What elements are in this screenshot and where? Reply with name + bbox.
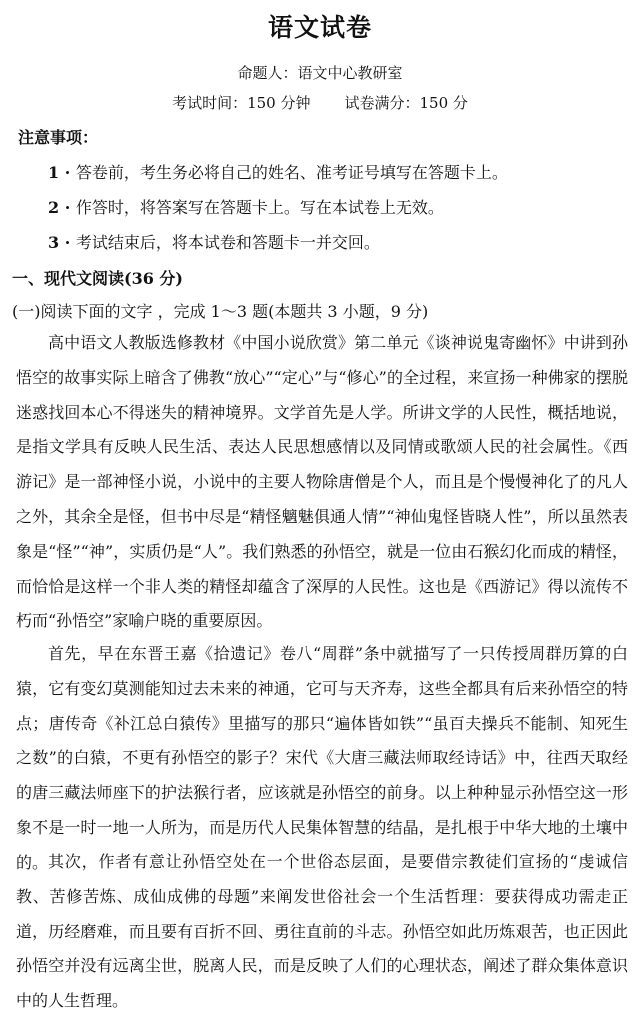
notice-item-number: 1 ·: [48, 163, 76, 182]
author-line: 命题人：语文中心教研室: [237, 64, 403, 82]
section-heading: 一、现代文阅读(36 分): [12, 269, 183, 288]
notice-item: [48, 160, 508, 183]
notice-item-text: 答卷前，考生务必将自己的姓名、准考证号填写在答题卡上。: [75, 163, 508, 182]
exam-info-line: [0, 92, 640, 113]
notice-item-text: 作答时，将答案写在答题卡上。写在本试卷上无效。: [75, 198, 444, 217]
passage-paragraph: 其次，作者有意让孙悟空处在一个世俗态层面，是要借宗教徒们宣扬的“虔诚信教、苦修苦炼、成仙成佛的母题”来阐发世俗社会一个生活哲理：要获得成功需走正道，历经磨难，而且要有百折不回、勇往直前的斗志。孙悟空如此历炼艰苦，也正因此孙悟空并没有远离尘世，脱离人民，而是反映了人们的心理状态，阐述了群众集体意识中的人生哲理。: [16, 852, 628, 1011]
passage-paragraph: 首先，早在东晋王嘉《拾遗记》卷八“周群”条中就描写了一只传授周群历算的白猿，它有变幻莫测能知过去未来的神通，它可与天齐寿，这些全都具有后来孙悟空的特点；唐传奇《补江总白猿传》里描写的那只“遍体皆如铁”“虽百夫操兵不能制、知死生之数”的白猿，不更有孙悟空的影子？宋代《大唐三藏法师取经诗话》中，往西天取经的唐三藏法师座下的护法猴行者，应该就是孙悟空的前身。以上种种显示孙悟空这一形象不是一时一地一人所为，而是历代人民集体智慧的结晶，是扎根于中华大地的土壤中的。: [16, 644, 628, 872]
notice-item: [48, 230, 380, 253]
notice-item: [48, 195, 444, 218]
question-instruction: (一)阅读下面的文字 ，完成 1～3 题(本题共 3 小题，9 分): [12, 302, 429, 321]
notice-item-text: 考试结束后，将本试卷和答题卡一并交回。: [75, 233, 380, 252]
notice-heading: 注意事项：: [18, 128, 99, 147]
exam-score: 试卷满分：150 分: [344, 94, 468, 112]
exam-time: 考试时间：150 分钟: [172, 94, 311, 112]
notice-item-number: 3 ·: [48, 233, 76, 252]
passage-paragraph: 高中语文人教版选修教材《中国小说欣赏》第二单元《谈神说鬼寄幽怀》中讲到孙悟空的故事实际上暗含了佛教“放心”“定心”与“修心”的全过程，来宣扬一种佛家的摆脱迷惑找回本心不得迷失的精神境界。文学首先是人学。所讲文学的人民性，概括地说，是指文学具有反映人民生活、表达人民思想感情以及同情或歌颂人民的社会属性。《西游记》是一部神怪小说，小说中的主要人物除唐僧是个人，而且是个慢慢神化了的凡人之外，其余全是怪，但书中尽是“精怪魑魅俱通人情”“神仙鬼怪皆晓人性”，所以虽然表象是“怪”“神”，实质仍是“人”。我们熟悉的孙悟空，就是一位由石猴幻化而成的精怪，而恰恰是这样一个非人类的精怪却蕴含了深厚的人民性。这也是《西游记》得以流传不朽而“孙悟空”家喻户晓的重要原因。: [16, 333, 628, 631]
page-title: 语文试卷: [267, 13, 372, 42]
notice-item-number: 2 ·: [48, 198, 76, 217]
